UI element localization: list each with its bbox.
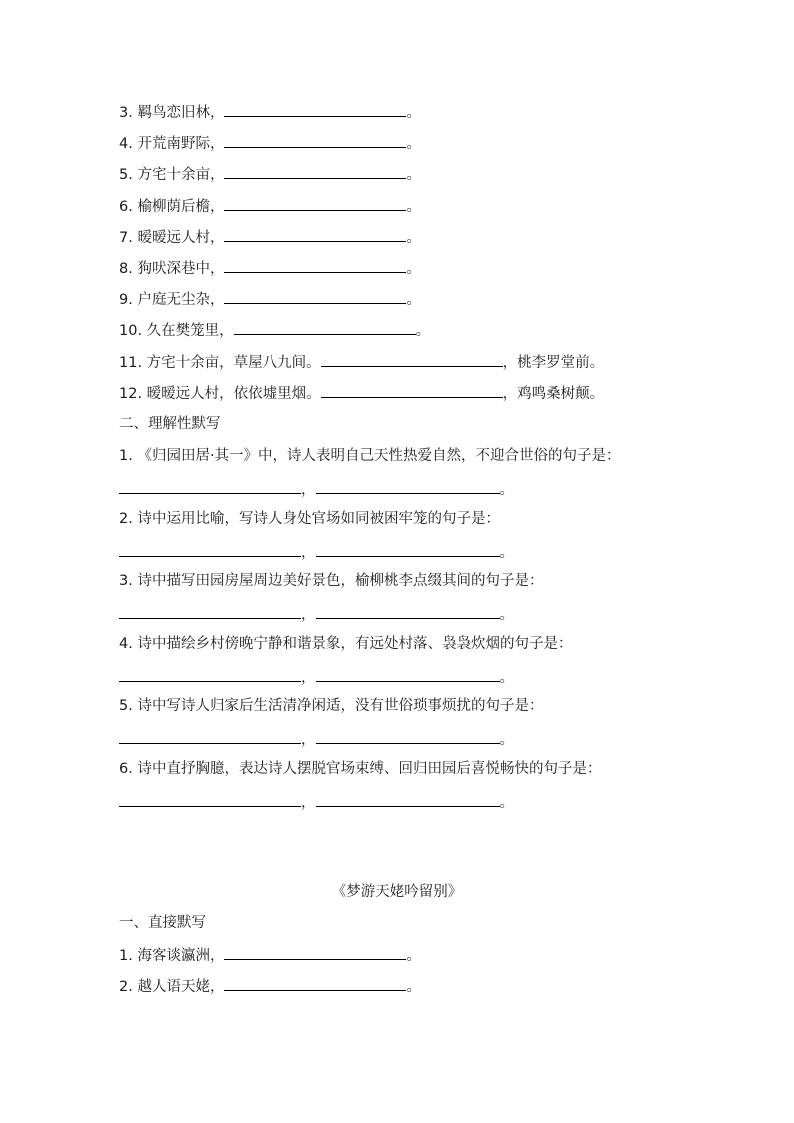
question-prompt: 5. 诗中写诗人归家后生活清净闲适，没有世俗琐事烦扰的句子是： [119, 698, 544, 714]
answer-blank[interactable] [234, 320, 416, 335]
answer-blank[interactable] [224, 945, 406, 960]
fill-item: 4. 开荒南野际， 。 [119, 133, 421, 154]
answer-blank[interactable] [224, 976, 406, 991]
question-prompt: 2. 诗中运用比喻，写诗人身处官场如同被困牢笼的句子是： [119, 511, 500, 527]
answer-blank[interactable] [316, 667, 500, 682]
answer-row: ， 。 [119, 604, 514, 625]
fill-item: 1. 海客谈瀛洲， 。 [119, 945, 421, 966]
fill-item: 11. 方宅十余亩，草屋八九间。 ，桃李罗堂前。 [119, 352, 604, 373]
answer-blank[interactable] [119, 542, 301, 557]
fill-item: 7. 暧暧远人村， 。 [119, 227, 421, 248]
fill-item: 12. 暧暧远人村，依依墟里烟。 ，鸡鸣桑树颠。 [119, 383, 604, 404]
answer-blank[interactable] [316, 542, 500, 557]
answer-blank[interactable] [119, 667, 301, 682]
answer-blank[interactable] [224, 164, 406, 179]
answer-blank[interactable] [316, 792, 500, 807]
answer-row: ， 。 [119, 792, 514, 813]
answer-blank[interactable] [119, 479, 301, 494]
answer-blank[interactable] [224, 133, 406, 148]
answer-blank[interactable] [119, 729, 301, 744]
answer-blank[interactable] [119, 792, 301, 807]
fill-item: 10. 久在樊笼里， 。 [119, 320, 430, 341]
answer-row: ， 。 [119, 729, 514, 750]
fill-item: 8. 狗吠深巷中， 。 [119, 258, 421, 279]
answer-blank[interactable] [316, 604, 500, 619]
answer-blank[interactable] [224, 258, 406, 273]
question-prompt: 1. 《归园田居·其一》中，诗人表明自己天性热爱自然，不迎合世俗的句子是： [119, 448, 621, 464]
fill-item: 2. 越人语天姥， 。 [119, 976, 421, 997]
poem-title: 《梦游天姥吟留别》 [331, 884, 463, 900]
section-heading: 一、直接默写 [119, 915, 206, 931]
answer-blank[interactable] [321, 352, 503, 367]
answer-blank[interactable] [224, 227, 406, 242]
answer-blank[interactable] [119, 604, 301, 619]
fill-item: 5. 方宅十余亩， 。 [119, 164, 421, 185]
question-prompt: 4. 诗中描绘乡村傍晚宁静和谐景象，有远处村落、袅袅炊烟的句子是： [119, 636, 573, 652]
section-heading: 二、理解性默写 [119, 416, 221, 432]
fill-item: 9. 户庭无尘杂， 。 [119, 289, 421, 310]
answer-row: ， 。 [119, 667, 514, 688]
answer-blank[interactable] [224, 196, 406, 211]
answer-blank[interactable] [316, 729, 500, 744]
answer-row: ， 。 [119, 542, 514, 563]
answer-row: ， 。 [119, 479, 514, 500]
fill-item: 6. 榆柳荫后檐， 。 [119, 196, 421, 217]
answer-blank[interactable] [316, 479, 500, 494]
answer-blank[interactable] [321, 383, 503, 398]
question-prompt: 3. 诗中描写田园房屋周边美好景色，榆柳桃李点缀其间的句子是： [119, 573, 544, 589]
answer-blank[interactable] [224, 289, 406, 304]
question-prompt: 6. 诗中直抒胸臆，表达诗人摆脱官场束缚、回归田园后喜悦畅快的句子是： [119, 761, 602, 777]
answer-blank[interactable] [224, 102, 406, 117]
fill-item: 3. 羁鸟恋旧林， 。 [119, 102, 421, 123]
